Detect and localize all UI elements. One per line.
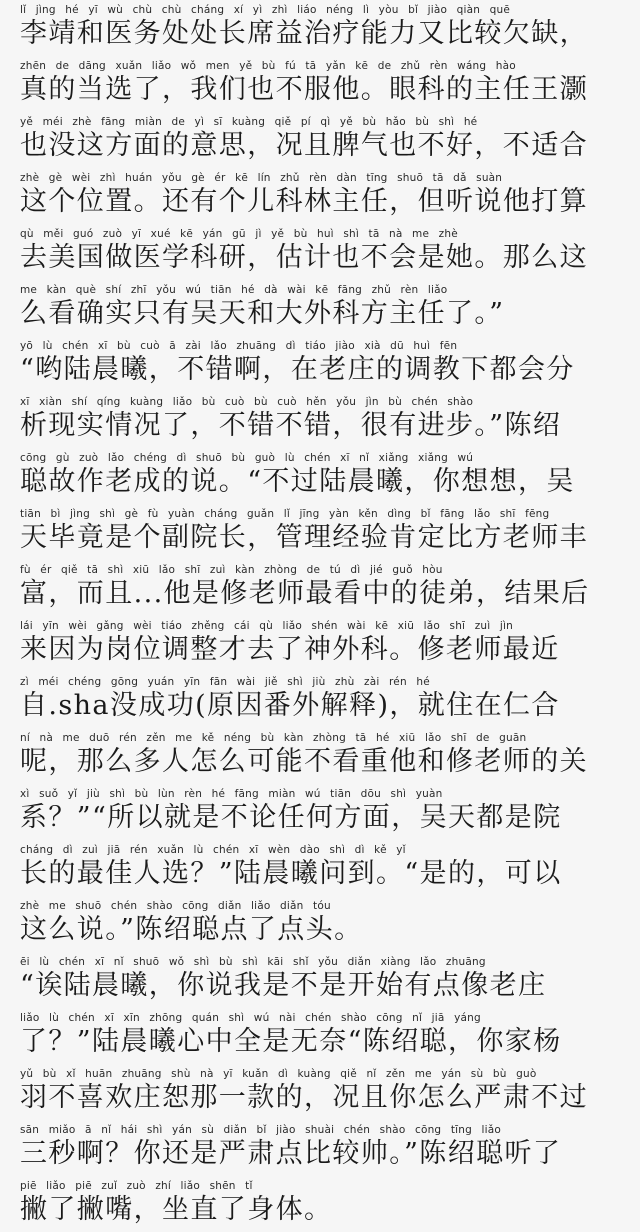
pinyin-annotation: xī xiàn shí qíng kuàng liǎo bù cuò bù cuò hěn yǒu jìn bù chén shào xyxy=(20,396,474,408)
chinese-text: “诶陆晨曦，你说我是不是开始有点像老庄 xyxy=(20,970,547,1001)
pinyin-annotation: zhè gè wèi zhì huán yǒu gè ér kē lín zhǔ rèn dàn tīng shuō tā dǎ suàn xyxy=(20,172,503,184)
pinyin-annotation: qù měi guó zuò yī xué kē yán gū jì yě bù huì shì tā nà me zhè xyxy=(20,228,458,240)
chinese-text: 这么说。”陈绍聪点了点头。 xyxy=(20,914,363,945)
text-line xyxy=(6,840,634,896)
chinese-text: “哟陆晨曦，不错啊，在老庄的调教下都会分 xyxy=(20,354,575,385)
text-line xyxy=(6,280,634,336)
chinese-text: 呢，那么多人怎么可能不看重他和修老师的关 xyxy=(20,746,588,777)
chinese-text: 了？”陆晨曦心中全是无奈“陈绍聪，你家杨 xyxy=(20,1026,562,1057)
chinese-text: 羽不喜欢庄恕那一款的，况且你怎么严肃不过 xyxy=(20,1082,588,1113)
chinese-text: 来因为岗位调整才去了神外科。修老师最近 xyxy=(20,634,560,665)
text-line xyxy=(6,392,634,448)
pinyin-annotation: ní nà me duō rén zěn me kě néng bù kàn zhòng tā hé xiū lǎo shī de guān xyxy=(20,732,527,744)
chinese-text: 系？”“所以就是不论任何方面，吴天都是院 xyxy=(20,802,562,833)
chinese-text: 撇了撇嘴，坐直了身体。 xyxy=(20,1194,333,1225)
text-line xyxy=(6,168,634,224)
chinese-text: 也没这方面的意思，况且脾气也不好，不适合 xyxy=(20,130,588,161)
chinese-text: 真的当选了，我们也不服他。眼科的主任王灏 xyxy=(20,74,588,105)
chinese-text: 长的最佳人选？”陆晨曦问到。“是的，可以 xyxy=(20,858,562,889)
text-line xyxy=(6,1120,634,1176)
text-line xyxy=(6,112,634,168)
text-line xyxy=(6,896,634,952)
pinyin-annotation: yǔ bù xǐ huān zhuāng shù nà yī kuǎn dì kuàng qiě nǐ zěn me yán sù bù guò xyxy=(20,1068,537,1080)
pinyin-annotation: zì méi chéng gōng yuán yīn fān wài jiě shì jiù zhù zài rén hé xyxy=(20,676,430,688)
chinese-text: 李靖和医务处处长席益治疗能力又比较欠缺， xyxy=(20,18,588,49)
text-line xyxy=(6,672,634,728)
pinyin-annotation: sān miǎo ā nǐ hái shì yán sù diǎn bǐ jiào shuài chén shào cōng tīng liǎo xyxy=(20,1124,502,1136)
pinyin-annotation: xì suǒ yǐ jiù shì bù lùn rèn hé fāng miàn wú tiān dōu shì yuàn xyxy=(20,788,443,800)
text-line xyxy=(6,448,634,504)
text-line xyxy=(6,952,634,1008)
text-line xyxy=(6,224,634,280)
text-line xyxy=(6,504,634,560)
chinese-text: 聪故作老成的说。“不过陆晨曦，你想想，吴 xyxy=(20,466,575,497)
pinyin-annotation: yō lù chén xī bù cuò ā zài lǎo zhuāng dì tiáo jiào xià dū huì fēn xyxy=(20,340,458,352)
text-line xyxy=(6,784,634,840)
text-line xyxy=(6,336,634,392)
chinese-text: 么看确实只有吴天和大外科方主任了。” xyxy=(20,298,505,329)
pinyin-annotation: yě méi zhè fāng miàn de yì sī kuàng qiě pí qì yě bù hǎo bù shì hé xyxy=(20,116,478,128)
chinese-text: 富，而且...他是修老师最看中的徒弟，结果后 xyxy=(20,578,590,609)
text-line xyxy=(6,1176,634,1232)
pinyin-annotation: lǐ jìng hé yī wù chù chù cháng xí yì zhì liáo néng lì yòu bǐ jiào qiàn quē xyxy=(20,4,511,16)
text-line xyxy=(6,616,634,672)
pinyin-annotation: zhè me shuō chén shào cōng diǎn liǎo diǎn tóu xyxy=(20,900,331,912)
chinese-text: 这个位置。还有个儿科林主任，但听说他打算 xyxy=(20,186,588,217)
chinese-text: 三秒啊？你还是严肃点比较帅。”陈绍聪听了 xyxy=(20,1138,562,1169)
pinyin-annotation: tiān bì jìng shì gè fù yuàn cháng guǎn lǐ jīng yàn kěn dìng bǐ fāng lǎo shī fēng xyxy=(20,508,550,520)
chinese-text: 天毕竟是个副院长，管理经验肯定比方老师丰 xyxy=(20,522,588,553)
pinyin-annotation: cōng gù zuò lǎo chéng dì shuō bù guò lù chén xī nǐ xiǎng xiǎng wú xyxy=(20,452,474,464)
pinyin-annotation: ēi lù chén xī nǐ shuō wǒ shì bù shì kāi shǐ yǒu diǎn xiàng lǎo zhuāng xyxy=(20,956,486,968)
chinese-text: 自.sha没成功(原因番外解释)，就住在仁合 xyxy=(20,690,560,721)
text-line xyxy=(6,1064,634,1120)
chinese-text: 去美国做医学科研，估计也不会是她。那么这 xyxy=(20,242,588,273)
pinyin-annotation: liǎo lù chén xī xīn zhōng quán shì wú nài chén shào cōng nǐ jiā yáng xyxy=(20,1012,481,1024)
text-line xyxy=(6,0,634,56)
text-line xyxy=(6,728,634,784)
pinyin-annotation: zhēn de dāng xuǎn liǎo wǒ men yě bù fú tā yǎn kē de zhǔ rèn wáng hào xyxy=(20,60,516,72)
text-line xyxy=(6,56,634,112)
pinyin-annotation: lái yīn wèi gǎng wèi tiáo zhěng cái qù liǎo shén wài kē xiū lǎo shī zuì jìn xyxy=(20,620,514,632)
text-line xyxy=(6,1008,634,1064)
pinyin-annotation: piē liǎo piē zuǐ zuò zhí liǎo shēn tǐ xyxy=(20,1180,253,1192)
pinyin-annotation: fù ér qiě tā shì xiū lǎo shī zuì kàn zhòng de tú dì jié guǒ hòu xyxy=(20,564,443,576)
chinese-text: 析现实情况了，不错不错，很有进步。”陈绍 xyxy=(20,410,562,441)
text-line xyxy=(6,560,634,616)
pinyin-annotation: me kàn què shí zhī yǒu wú tiān hé dà wài kē fāng zhǔ rèn liǎo xyxy=(20,284,448,296)
pinyin-annotation: cháng dì zuì jiā rén xuǎn lù chén xī wèn dào shì dì kě yǐ xyxy=(20,844,406,856)
